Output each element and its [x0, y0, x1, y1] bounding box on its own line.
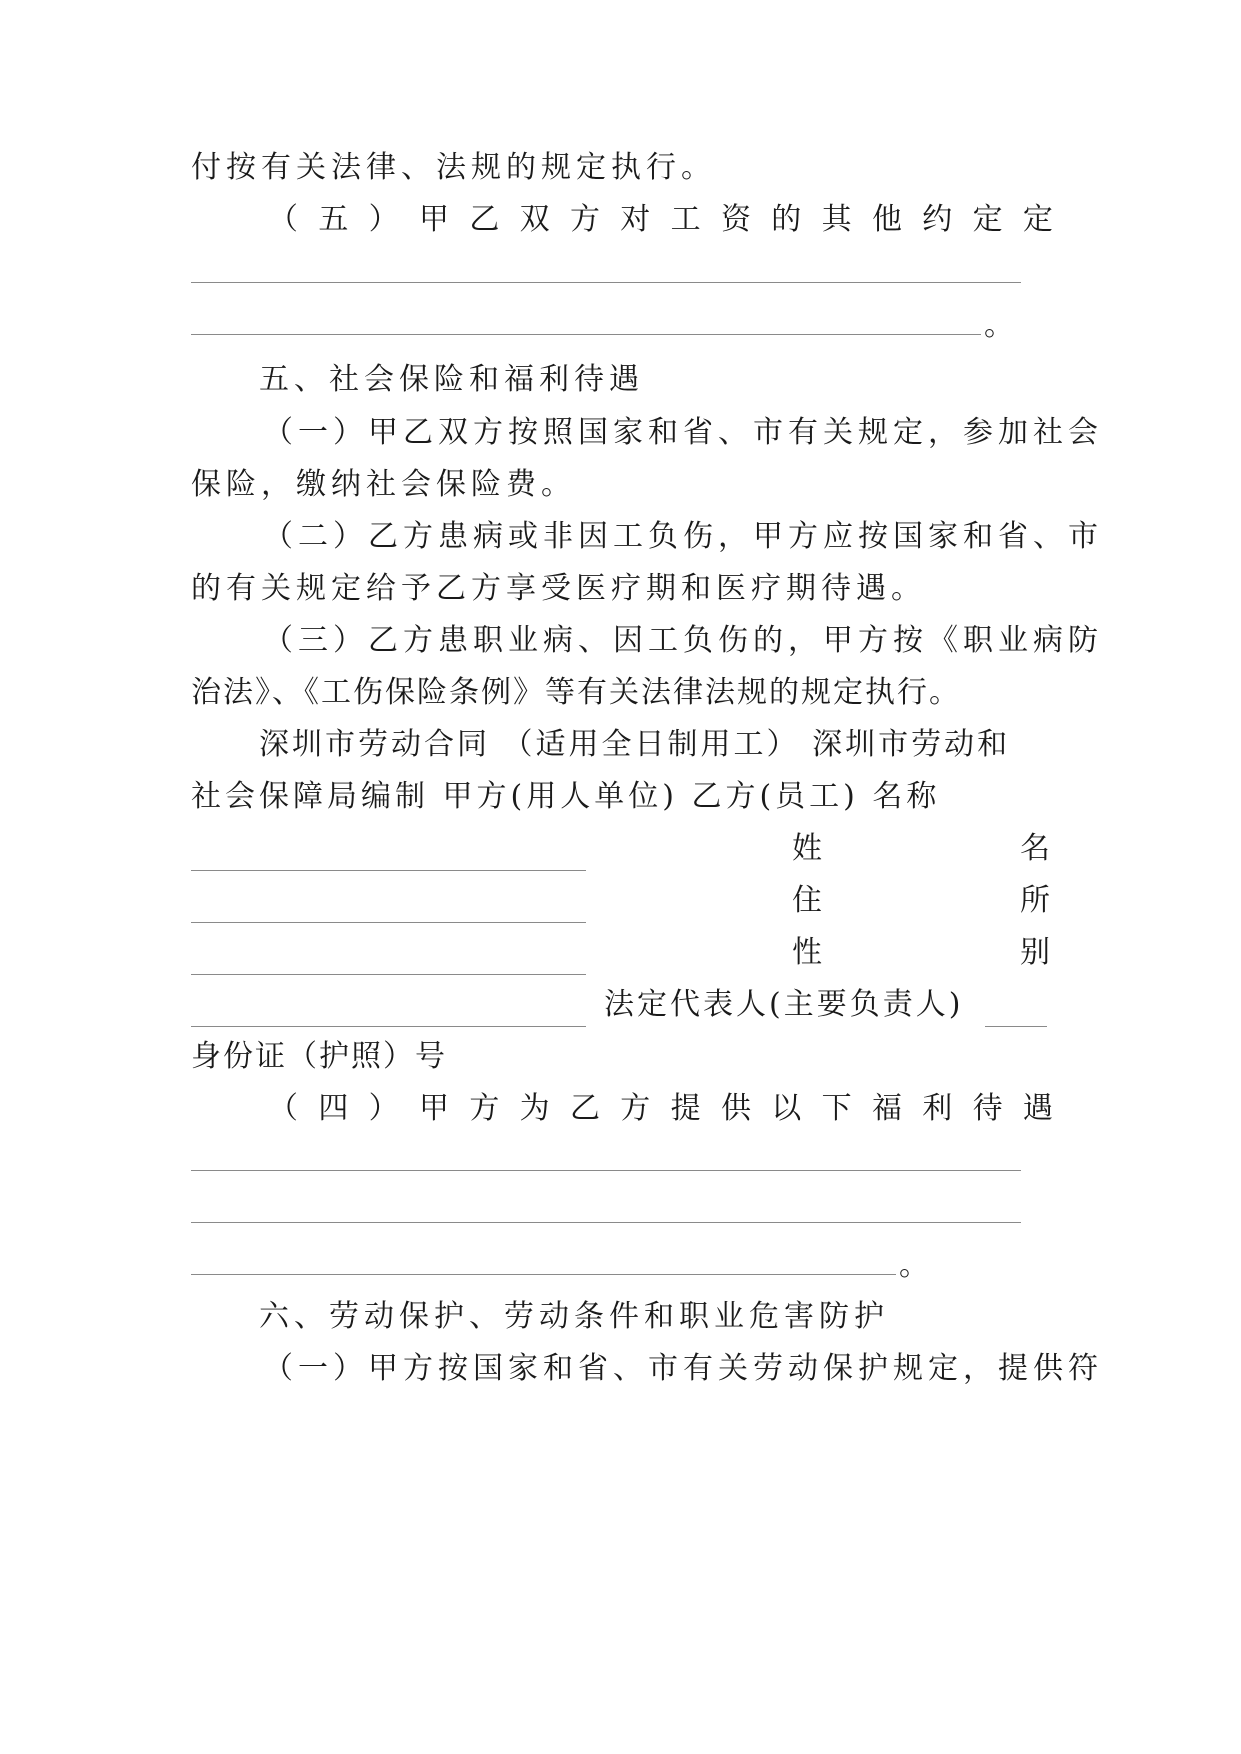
field-label: 所	[1020, 883, 1050, 918]
spaced-char: ）	[368, 202, 399, 237]
spaced-char: 方	[469, 1091, 500, 1126]
spaced-char: 双	[519, 202, 550, 237]
spaced-char: 甲	[418, 202, 449, 237]
blank-line	[191, 334, 981, 335]
spaced-char: （	[268, 1091, 298, 1126]
text-line: 身份证（护照）号	[191, 1039, 447, 1074]
spaced-char: 以	[771, 1091, 802, 1126]
spaced-char: 方	[569, 202, 600, 237]
text-line: 深圳市劳动合同 （适用全日制用工） 深圳市劳动和	[259, 727, 1011, 762]
spaced-char: 遇	[1022, 1091, 1053, 1126]
blank-line	[191, 974, 586, 975]
text-line: （一）甲乙双方按照国家和省、市有关规定，参加社会	[263, 415, 1103, 450]
spaced-char: 四	[318, 1091, 349, 1126]
spaced-char: 五	[318, 202, 349, 237]
spaced-char: 福	[871, 1091, 902, 1126]
spaced-char: 约	[922, 202, 953, 237]
spaced-char: 供	[720, 1091, 751, 1126]
text-line: 保险，缴纳社会保险费。	[191, 467, 576, 502]
field-label: 名	[1020, 831, 1050, 866]
blank-line	[985, 1026, 1047, 1027]
spaced-char: 乙	[569, 1091, 600, 1126]
spaced-char: 他	[871, 202, 902, 237]
blank-line	[191, 1274, 896, 1275]
clause-4-5-heading	[268, 200, 1053, 240]
blank-line	[191, 282, 1021, 283]
blank-line	[191, 922, 586, 923]
spaced-char: 甲	[418, 1091, 449, 1126]
spaced-char: 资	[720, 202, 751, 237]
spaced-char: 方	[620, 1091, 651, 1126]
spaced-char: 待	[972, 1091, 1003, 1126]
field-label: 住	[792, 883, 822, 918]
spaced-char: 下	[821, 1091, 852, 1126]
clause-5-4-heading	[268, 1089, 1053, 1129]
text-line: 治法》、《工伤保险条例》等有关法律法规的规定执行。	[191, 675, 961, 710]
text-line: 付按有关法律、法规的规定执行。	[191, 150, 716, 185]
spaced-char: 为	[519, 1091, 550, 1126]
spaced-char: 乙	[469, 202, 500, 237]
spaced-char: 工	[670, 202, 701, 237]
period-mark: 。	[984, 308, 1014, 343]
blank-line	[191, 1222, 1021, 1223]
text-line: 社会保障局编制 甲方(用人单位) 乙方(员工) 名称	[191, 779, 941, 814]
field-label: 别	[1020, 935, 1050, 970]
field-label: 性	[792, 935, 822, 970]
spaced-char: 定	[1022, 202, 1053, 237]
spaced-char: 对	[620, 202, 651, 237]
spaced-char: 其	[821, 202, 852, 237]
spaced-char: ）	[368, 1091, 399, 1126]
spaced-char: 利	[922, 1091, 953, 1126]
spaced-char: 的	[771, 202, 802, 237]
text-line: （二）乙方患病或非因工负伤，甲方应按国家和省、市	[263, 519, 1103, 554]
text-line: （三）乙方患职业病、因工负伤的，甲方按《职业病防	[263, 623, 1103, 658]
blank-line	[191, 1026, 586, 1027]
text-line: （一）甲方按国家和省、市有关劳动保护规定，提供符	[263, 1351, 1103, 1386]
spaced-char: （	[268, 202, 298, 237]
section-heading: 五、社会保险和福利待遇	[259, 362, 644, 397]
blank-line	[191, 1170, 1021, 1171]
text-line: 的有关规定给予乙方享受医疗期和医疗期待遇。	[191, 571, 926, 606]
section-heading: 六、劳动保护、劳动条件和职业危害防护	[259, 1299, 889, 1334]
blank-line	[191, 870, 586, 871]
field-label: 姓	[792, 831, 822, 866]
spaced-char: 提	[670, 1091, 701, 1126]
period-mark: 。	[899, 1248, 929, 1283]
spaced-char: 定	[972, 202, 1003, 237]
field-label: 法定代表人(主要负责人)	[604, 987, 964, 1022]
